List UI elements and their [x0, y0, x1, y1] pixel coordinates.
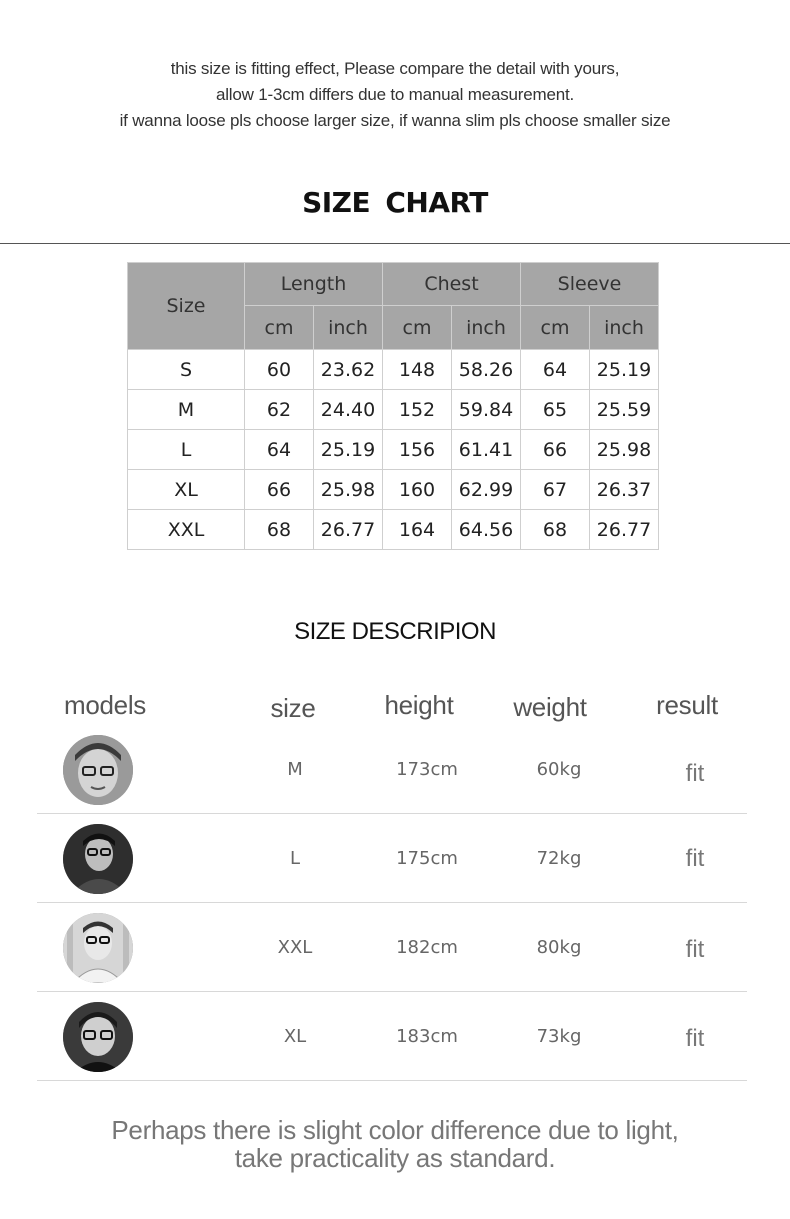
size-cell: XXL	[128, 510, 245, 550]
value-cell: 66	[245, 470, 314, 510]
model-row	[37, 725, 747, 814]
size-chart-title: SIZE CHART	[302, 186, 488, 219]
value-cell: 67	[521, 470, 590, 510]
unit-header: inch	[452, 306, 521, 350]
size-chart-table	[127, 262, 659, 550]
size-column-header: size	[270, 693, 316, 723]
value-cell: 156	[383, 430, 452, 470]
value-cell: 62.99	[452, 470, 521, 510]
table-row	[128, 390, 659, 430]
row-divider	[37, 1080, 747, 1081]
fitting-notes	[0, 56, 790, 134]
model-size: L	[289, 848, 301, 869]
value-cell: 64	[245, 430, 314, 470]
disclaimer-line-1: Perhaps there is slight color difference due to light,	[111, 1115, 679, 1145]
sleeve-header: Sleeve	[521, 263, 659, 306]
value-cell: 64.56	[452, 510, 521, 550]
value-cell: 148	[383, 350, 452, 390]
value-cell: 26.77	[314, 510, 383, 550]
model-weight: 60kg	[536, 759, 582, 780]
unit-header: inch	[590, 306, 659, 350]
value-cell: 24.40	[314, 390, 383, 430]
value-cell: 61.41	[452, 430, 521, 470]
value-cell: 164	[383, 510, 452, 550]
model-result: fit	[685, 760, 705, 787]
value-cell: 25.19	[590, 350, 659, 390]
model-avatar	[63, 913, 133, 983]
result-column-header: result	[656, 690, 718, 720]
value-cell: 58.26	[452, 350, 521, 390]
note-line-1: this size is fitting effect, Please compare the detail with yours,	[170, 59, 620, 78]
unit-header: cm	[521, 306, 590, 350]
height-column-header: height	[384, 690, 454, 720]
value-cell: 64	[521, 350, 590, 390]
size-description-title: SIZE DESCRIPION	[294, 618, 496, 645]
model-result: fit	[685, 1025, 705, 1052]
note-line-3: if wanna loose pls choose larger size, if wanna slim pls choose smaller size	[119, 111, 671, 130]
value-cell: 65	[521, 390, 590, 430]
size-cell: M	[128, 390, 245, 430]
model-size: M	[287, 759, 303, 780]
value-cell: 23.62	[314, 350, 383, 390]
model-row	[37, 903, 747, 992]
model-size: XXL	[277, 937, 313, 958]
value-cell: 66	[521, 430, 590, 470]
table-row	[128, 470, 659, 510]
size-header: Size	[128, 263, 245, 350]
table-row	[128, 350, 659, 390]
model-weight: 73kg	[536, 1026, 582, 1047]
model-avatar	[63, 824, 133, 894]
size-cell: XL	[128, 470, 245, 510]
table-row	[128, 510, 659, 550]
value-cell: 25.59	[590, 390, 659, 430]
value-cell: 25.19	[314, 430, 383, 470]
model-weight: 80kg	[536, 937, 582, 958]
length-header: Length	[245, 263, 383, 306]
model-height: 183cm	[396, 1026, 458, 1047]
unit-header: inch	[314, 306, 383, 350]
model-weight: 72kg	[536, 848, 582, 869]
model-avatar	[63, 1002, 133, 1072]
value-cell: 25.98	[590, 430, 659, 470]
unit-header: cm	[383, 306, 452, 350]
model-result: fit	[685, 845, 705, 872]
value-cell: 62	[245, 390, 314, 430]
models-column-header: models	[63, 690, 146, 720]
model-avatar	[63, 735, 133, 805]
value-cell: 68	[245, 510, 314, 550]
size-cell: S	[128, 350, 245, 390]
value-cell: 26.37	[590, 470, 659, 510]
weight-column-header: weight	[513, 692, 587, 722]
chest-header: Chest	[383, 263, 521, 306]
value-cell: 152	[383, 390, 452, 430]
value-cell: 60	[245, 350, 314, 390]
model-size: XL	[283, 1026, 307, 1047]
disclaimer-line-2: take practicality as standard.	[234, 1143, 556, 1173]
model-row	[37, 814, 747, 903]
value-cell: 26.77	[590, 510, 659, 550]
model-result: fit	[685, 936, 705, 963]
model-height: 182cm	[396, 937, 458, 958]
title-divider	[0, 243, 790, 244]
model-height: 173cm	[396, 759, 458, 780]
value-cell: 25.98	[314, 470, 383, 510]
model-height: 175cm	[396, 848, 458, 869]
note-line-2: allow 1-3cm differs due to manual measurement.	[215, 85, 575, 104]
table-row	[128, 430, 659, 470]
unit-header: cm	[245, 306, 314, 350]
value-cell: 68	[521, 510, 590, 550]
value-cell: 59.84	[452, 390, 521, 430]
value-cell: 160	[383, 470, 452, 510]
size-cell: L	[128, 430, 245, 470]
color-disclaimer	[0, 1116, 790, 1172]
model-row	[37, 992, 747, 1081]
